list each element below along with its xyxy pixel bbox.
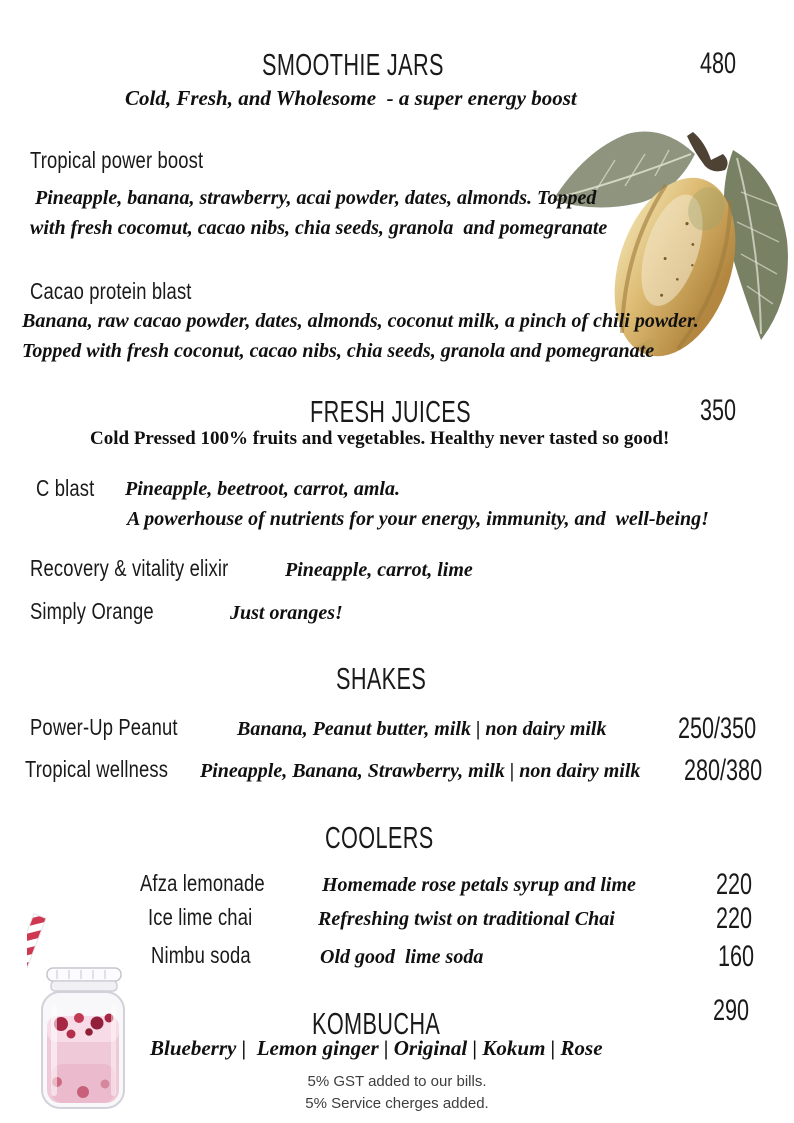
price-afza-lemonade: 220 (716, 868, 753, 901)
item-name-cacao-protein-blast: Cacao protein blast (30, 278, 192, 304)
section-subtitle-smoothie: Cold, Fresh, and Wholesome - a super energy boost (125, 86, 577, 110)
price-ice-lime-chai: 220 (716, 902, 753, 935)
jar-lid-icon (47, 968, 121, 991)
price-nimbu-soda: 160 (718, 940, 755, 973)
section-title-coolers: COOLERS (325, 820, 434, 855)
item-desc-line: Pineapple, banana, strawberry, acai powder, dates, almonds. Topped (35, 187, 597, 209)
item-desc-line: A powerhouse of nutrients for your energy, immunity, and well-being! (127, 508, 709, 530)
item-name-c-blast: C blast (36, 475, 95, 501)
item-desc-line: Topped with fresh coconut, cacao nibs, chia seeds, granola and pomegranate (22, 340, 655, 362)
item-name-power-up-peanut: Power-Up Peanut (30, 714, 178, 740)
section-title-kombucha: KOMBUCHA (312, 1006, 441, 1041)
section-title-smoothie-jars: SMOOTHIE JARS (262, 47, 444, 82)
item-desc-line: Just oranges! (230, 602, 343, 624)
jar-body-icon (42, 992, 124, 1108)
item-desc-line: with fresh cocomut, cacao nibs, chia seeds, granola and pomegranate (30, 217, 608, 239)
section-subtitle-juices: Cold Pressed 100% fruits and vegetables. Healthy never tasted so good! (90, 428, 670, 449)
section-title-fresh-juices: FRESH JUICES (310, 394, 471, 429)
price-fresh-juices: 350 (700, 394, 737, 427)
twig-icon (687, 132, 728, 171)
mason-jar-illustration (27, 872, 142, 1082)
item-name-simply-orange: Simply Orange (30, 598, 154, 624)
item-name-nimbu-soda: Nimbu soda (151, 942, 251, 968)
item-desc-line: Pineapple, carrot, lime (285, 559, 473, 581)
item-desc-line: Refreshing twist on traditional Chai (318, 908, 615, 930)
item-name-tropical-power-boost: Tropical power boost (30, 147, 204, 173)
price-power-up-peanut: 250/350 (678, 712, 757, 745)
item-desc-line: Old good lime soda (320, 946, 484, 968)
item-desc-line: Homemade rose petals syrup and lime (322, 874, 636, 896)
item-name-tropical-wellness: Tropical wellness (25, 756, 169, 782)
price-tropical-wellness: 280/380 (684, 754, 763, 787)
item-desc-line: Banana, raw cacao powder, dates, almonds, coconut milk, a pinch of chili powder. (22, 310, 699, 332)
item-name-afza-lemonade: Afza lemonade (140, 870, 265, 896)
footer-service-note: 5% Service cherges added. (305, 1095, 489, 1112)
price-smoothie-jars: 480 (700, 47, 737, 80)
item-name-recovery-vitality-elixir: Recovery & vitality elixir (30, 555, 229, 581)
item-desc-line: Banana, Peanut butter, milk | non dairy milk (237, 718, 607, 740)
section-title-shakes: SHAKES (336, 661, 427, 696)
price-kombucha: 290 (713, 994, 750, 1027)
footer-gst-note: 5% GST added to our bills. (307, 1073, 487, 1090)
item-desc-line: Pineapple, beetroot, carrot, amla. (125, 478, 400, 500)
item-name-ice-lime-chai: Ice lime chai (148, 904, 253, 930)
kombucha-flavors: Blueberry | Lemon ginger | Original | Kokum | Rose (150, 1036, 603, 1060)
item-desc-line: Pineapple, Banana, Strawberry, milk | non dairy milk (200, 760, 641, 782)
